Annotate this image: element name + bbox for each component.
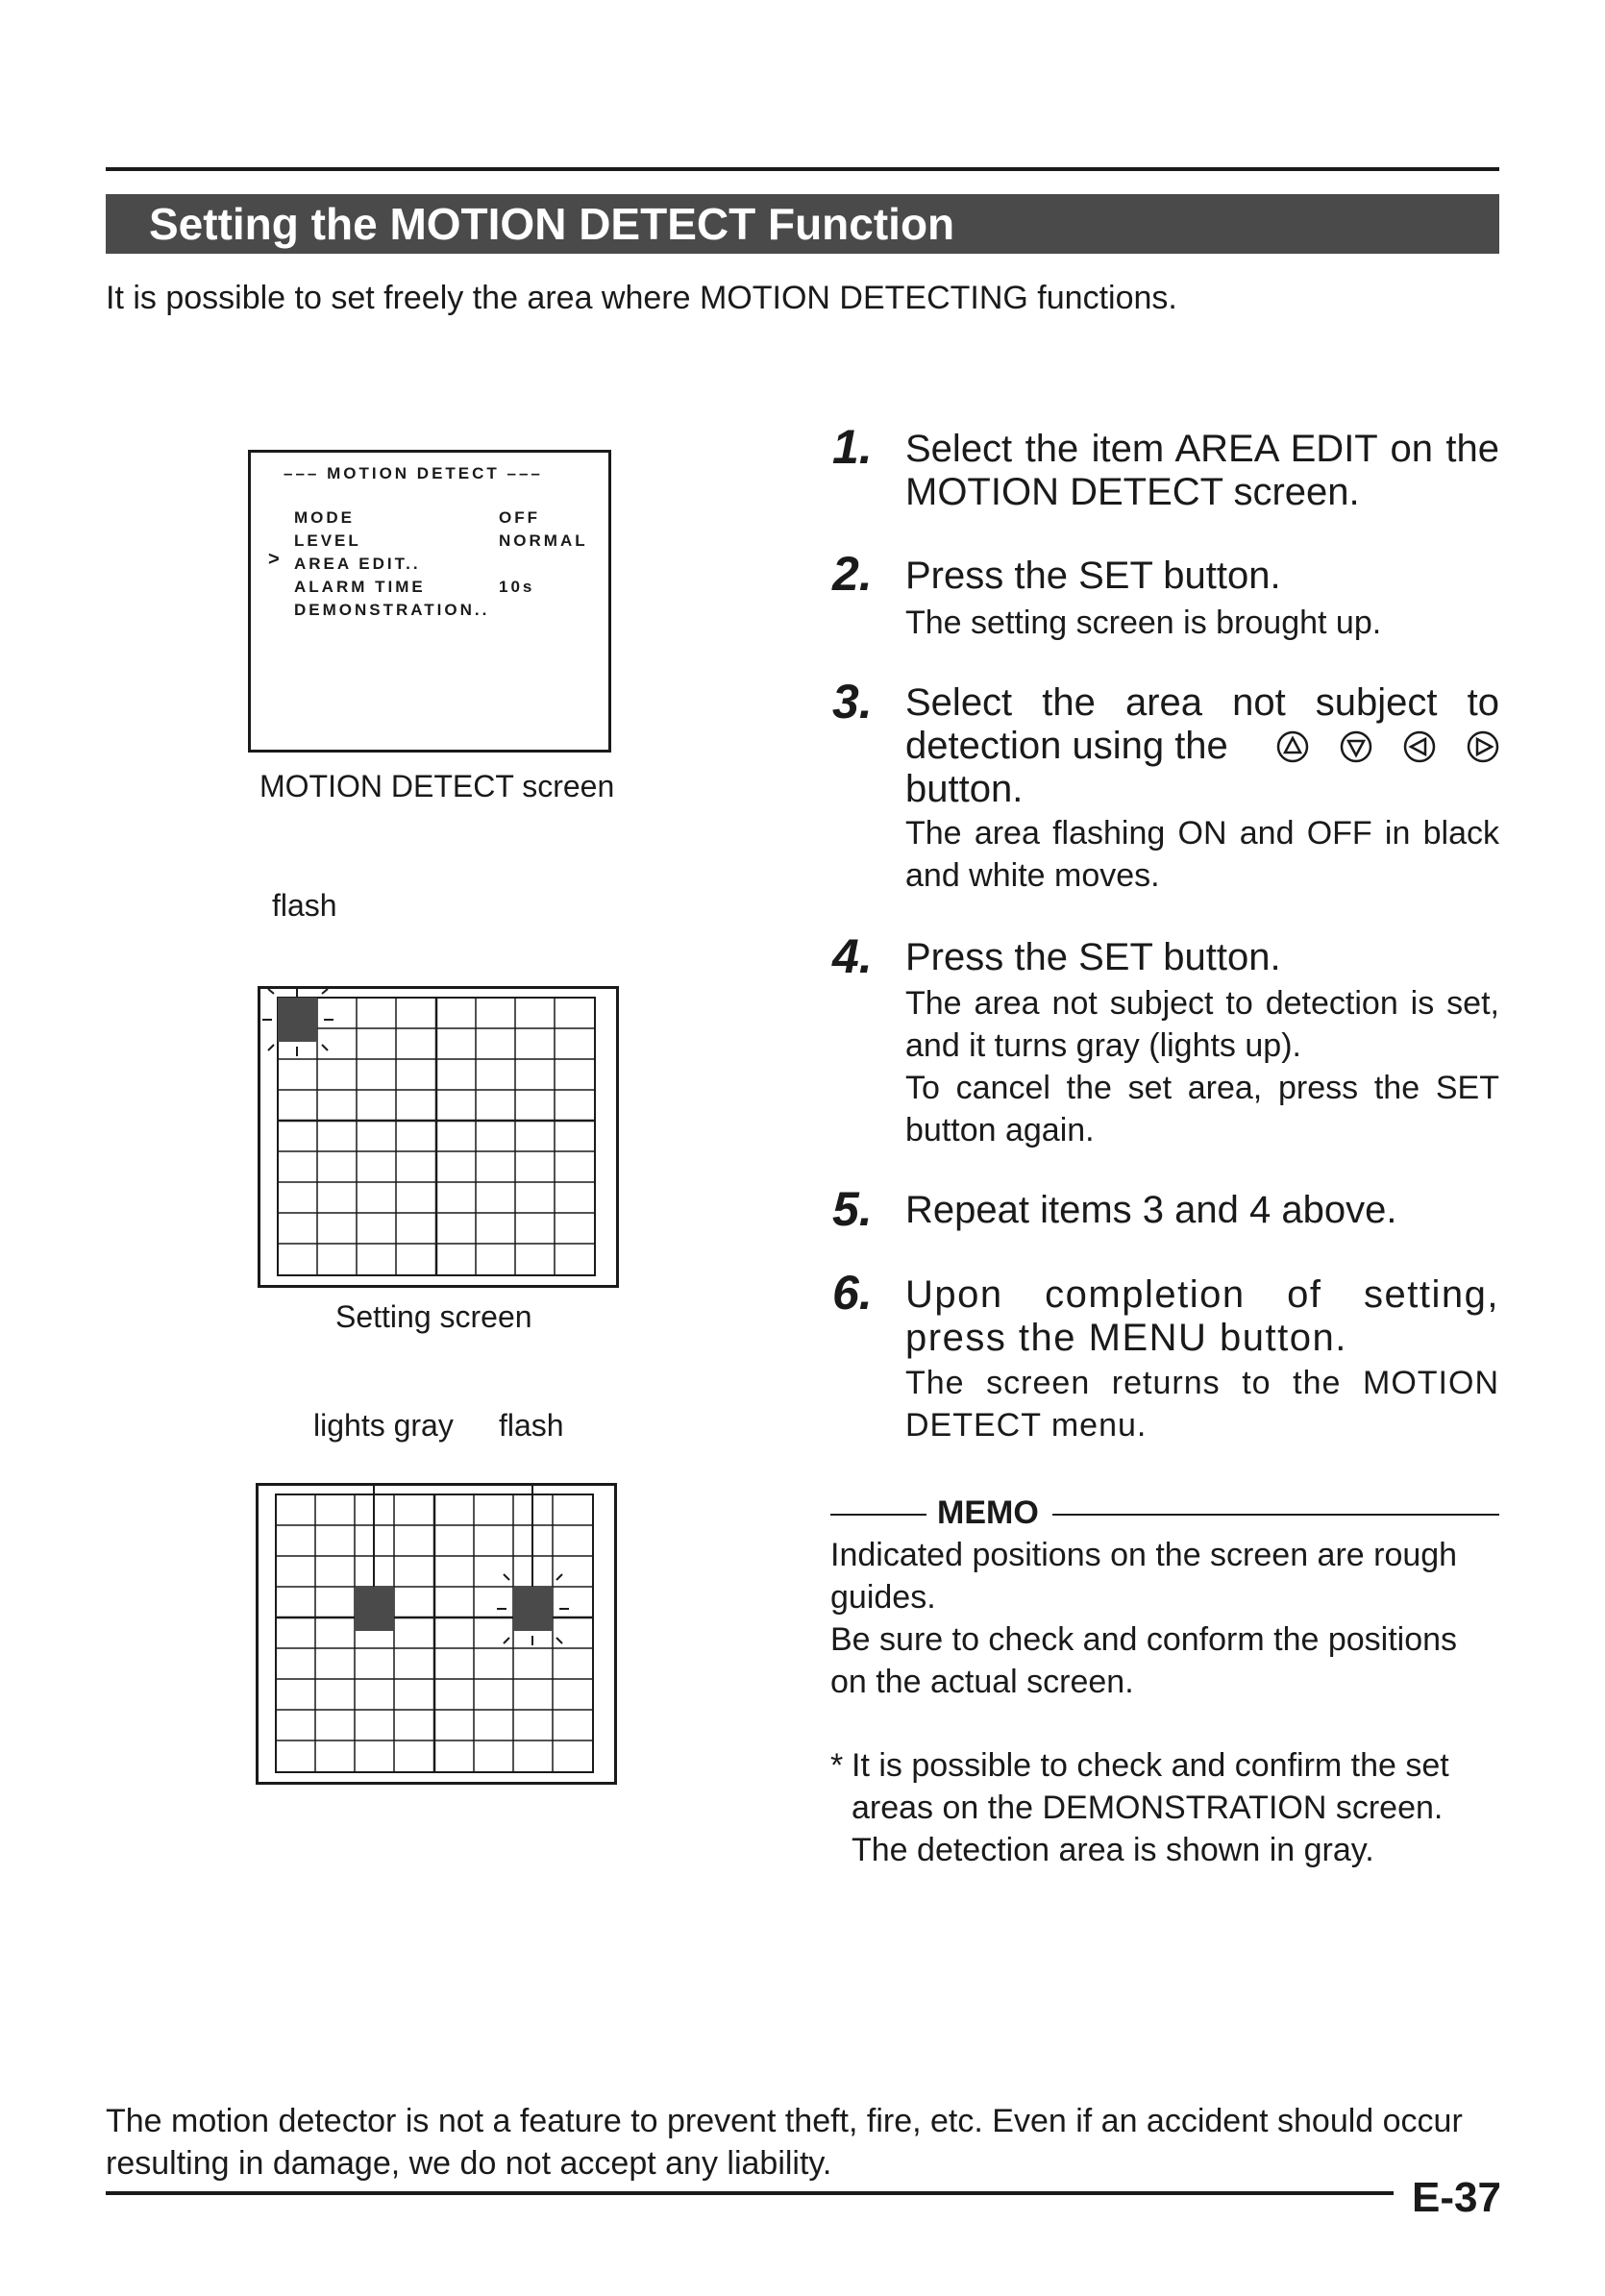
motion-detect-osd-screen [248, 450, 611, 753]
memo-line: Be sure to check and conform the positions on the actual screen. [830, 1621, 1458, 1700]
osd-row-label: DEMONSTRATION.. [294, 601, 490, 619]
top-rule [106, 167, 1499, 171]
right-arrow-button-icon [1467, 730, 1499, 763]
flash-label: flash [499, 1408, 564, 1443]
step-instruction: Upon completion of setting, press the MENU button. [905, 1273, 1499, 1359]
note [830, 1744, 1503, 1871]
down-arrow-button-icon [1340, 730, 1372, 763]
memo-rule-left [830, 1514, 926, 1516]
memo-rule-right [1052, 1514, 1499, 1516]
left-arrow-button-icon [1403, 730, 1436, 763]
flashing-cell [513, 1587, 553, 1631]
note-asterisk: * [830, 1747, 844, 1784]
step-number: 1. [832, 420, 873, 474]
step-instruction-line [905, 725, 1499, 768]
step-number: 2. [832, 547, 873, 601]
disclaimer: The motion detector is not a feature to prevent theft, fire, etc. Even if an accident should occur resulting in damage, we do not accept any liability. [106, 2103, 1463, 2182]
osd-row-label: MODE [294, 508, 355, 527]
step-number: 4. [832, 929, 873, 983]
page-title: Setting the MOTION DETECT Function [106, 194, 1499, 254]
osd-row-value: NORMAL [499, 531, 588, 550]
osd-caption: MOTION DETECT screen [259, 769, 615, 803]
setting-screen-caption: Setting screen [335, 1299, 532, 1334]
osd-row-value: OFF [499, 508, 540, 527]
arrow-buttons [1276, 730, 1499, 763]
osd-row-label: ALARM TIME [294, 578, 426, 596]
step-instruction-line: button. [905, 768, 1024, 810]
step-instruction: Select the item AREA EDIT on the MOTION DETECT screen. [905, 428, 1499, 513]
step-instruction-line: Select the area not subject to [905, 681, 1499, 724]
bottom-rule [106, 2191, 1394, 2195]
osd-header: ––– MOTION DETECT ––– [284, 464, 543, 482]
step-detail: To cancel the set area, press the SET button again. [905, 1070, 1499, 1148]
step-detail: The screen returns to the MOTION DETECT menu. [905, 1365, 1499, 1444]
flashing-cell [278, 998, 317, 1042]
step-number: 6. [832, 1266, 873, 1320]
step-number: 3. [832, 675, 873, 728]
step-instruction [905, 681, 1499, 811]
step-detail: The area not subject to detection is set, and it turns gray (lights up). [905, 985, 1499, 1064]
flash-label: flash [272, 888, 337, 923]
setting-screen-grid [258, 986, 619, 1288]
step-detail: The setting screen is brought up. [905, 605, 1382, 641]
note-text: It is possible to check and confirm the set areas on the DEMONSTRATION screen. The detection area is shown in gray. [852, 1747, 1449, 1868]
area-grid [256, 1483, 617, 1785]
step-detail: The area flashing ON and OFF in black and white moves. [905, 815, 1499, 894]
up-arrow-button-icon [1276, 730, 1309, 763]
memo-label: MEMO [937, 1494, 1039, 1531]
grid-lines [259, 1486, 614, 1782]
grid-lines [260, 989, 616, 1285]
lights-gray-label: lights gray [313, 1408, 454, 1443]
intro-text: It is possible to set freely the area where MOTION DETECTING functions. [106, 280, 1177, 316]
osd-cursor: > [268, 549, 283, 570]
page-number: E-37 [1412, 2174, 1501, 2221]
step-instruction: Press the SET button. [905, 936, 1281, 978]
osd-row-label: AREA EDIT.. [294, 555, 421, 573]
step-instruction-text: detection using the [905, 725, 1228, 767]
step-number: 5. [832, 1182, 873, 1236]
osd-row-value: 10s [499, 578, 535, 596]
step-instruction: Press the SET button. [905, 555, 1281, 597]
gray-cell [355, 1587, 394, 1631]
osd-row-label: LEVEL [294, 531, 361, 550]
step-instruction: Repeat items 3 and 4 above. [905, 1189, 1397, 1231]
memo-line: Indicated positions on the screen are rough guides. [830, 1537, 1458, 1616]
